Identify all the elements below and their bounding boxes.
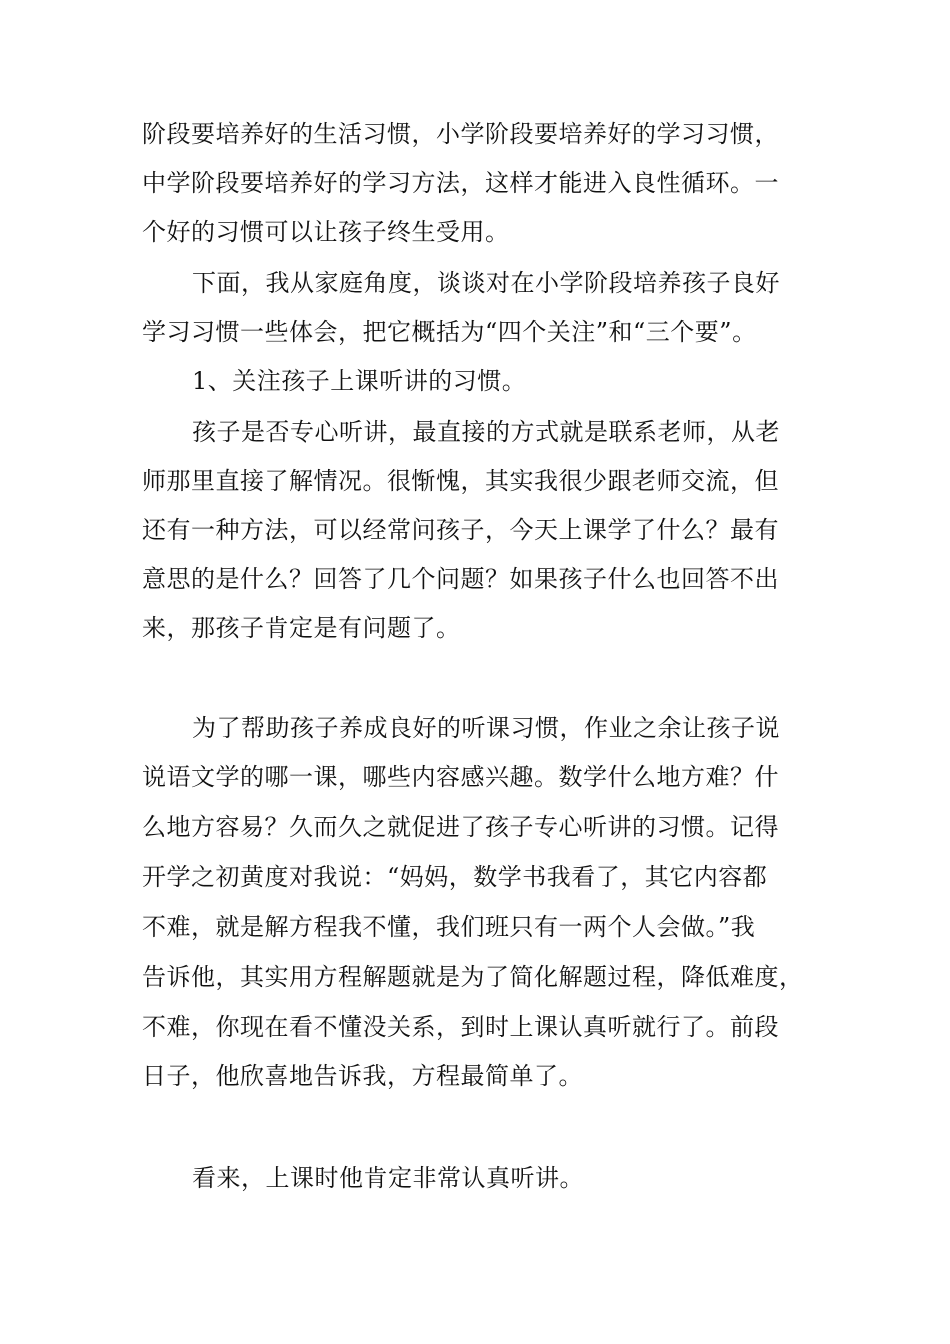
text-line: 阶段要培养好的生活习惯，小学阶段要培养好的学习习惯， — [142, 120, 779, 148]
text-line: 中学阶段要培养好的学习方法，这样才能进入良性循环。一 — [142, 169, 779, 197]
paragraph-first-line: 看来，上课时他肯定非常认真听讲。 — [192, 1164, 584, 1192]
text-line: 告诉他，其实用方程解题就是为了简化解题过程，降低难度， — [142, 963, 804, 991]
paragraph-first-line: 下面，我从家庭角度，谈谈对在小学阶段培养孩子良好 — [192, 269, 780, 297]
text-line: 开学之初黄度对我说：“妈妈，数学书我看了，其它内容都 — [142, 863, 768, 891]
paragraph-first-line: 为了帮助孩子养成良好的听课习惯，作业之余让孩子说 — [192, 714, 780, 742]
text-line: 来，那孩子肯定是有问题了。 — [142, 614, 461, 642]
paragraph-first-line: 孩子是否专心听讲，最直接的方式就是联系老师，从老 — [192, 418, 780, 446]
text-line: 不难，就是解方程我不懂，我们班只有一两个人会做。”我 — [142, 913, 756, 941]
text-line: 学习习惯一些体会，把它概括为“四个关注”和“三个要”。 — [142, 318, 757, 346]
text-line: 日子，他欣喜地告诉我，方程最简单了。 — [142, 1062, 583, 1090]
text-line: 不难，你现在看不懂没关系，到时上课认真听就行了。前段 — [142, 1013, 779, 1041]
text-line: 还有一种方法，可以经常问孩子，今天上课学了什么？最有 — [142, 516, 779, 544]
text-line: 说语文学的哪一课，哪些内容感兴趣。数学什么地方难？什 — [142, 763, 779, 791]
text-line: 意思的是什么？回答了几个问题？如果孩子什么也回答不出 — [142, 565, 779, 593]
text-line: 么地方容易？久而久之就促进了孩子专心听讲的习惯。记得 — [142, 813, 779, 841]
section-heading: 1、关注孩子上课听讲的习惯。 — [192, 367, 527, 395]
text-line: 师那里直接了解情况。很惭愧，其实我很少跟老师交流，但 — [142, 467, 779, 495]
text-line: 个好的习惯可以让孩子终生受用。 — [142, 218, 510, 246]
